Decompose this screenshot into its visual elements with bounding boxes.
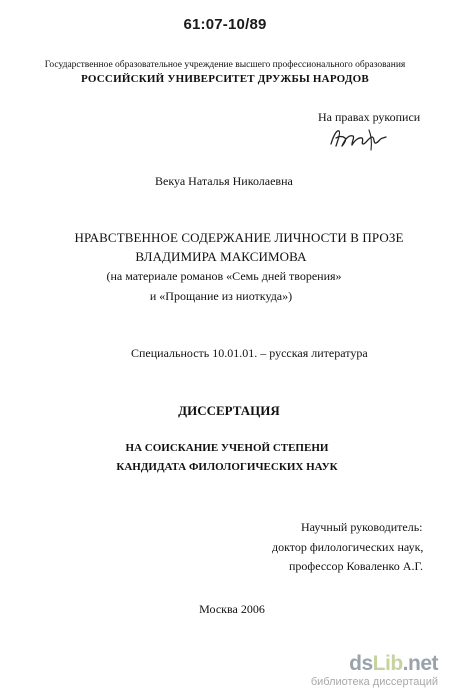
degree-line-1: НА СОИСКАНИЕ УЧЕНОЙ СТЕПЕНИ: [125, 442, 329, 454]
supervisor-label: Научный руководитель:: [301, 520, 423, 534]
author-signature-image: [328, 124, 390, 152]
place-and-year: Москва 2006: [199, 602, 265, 616]
thesis-title-line-2: ВЛАДИМИРА МАКСИМОВА: [135, 249, 307, 264]
thesis-title-line-4: и «Прощание из ниоткуда»): [149, 289, 293, 303]
dslib-logo: [311, 653, 438, 674]
supervisor-name: профессор Коваленко А.Г.: [289, 559, 424, 573]
logo-ds: ds: [349, 652, 373, 675]
dslib-tagline: библиотека диссертаций: [310, 676, 438, 688]
institution-line-1: Государственное образовательное учреждение высшего профессионального образования: [44, 60, 406, 70]
author-name: Векуа Наталья Николаевна: [155, 174, 293, 188]
thesis-title-line-3: (на материале романов «Семь дней творения»: [106, 269, 342, 283]
dslib-watermark: [311, 653, 438, 688]
logo-net: .net: [402, 652, 438, 675]
supervisor-degree: доктор филологических наук,: [272, 540, 424, 554]
specialty-line: Специальность 10.01.01. – русская литература: [131, 346, 368, 360]
catalog-stamp: 61:07-10/89: [183, 16, 267, 33]
logo-lib: Lib: [372, 652, 403, 675]
degree-line-2: КАНДИДАТА ФИЛОЛОГИЧЕСКИХ НАУК: [116, 461, 338, 473]
thesis-title-line-1: НРАВСТВЕННОЕ СОДЕРЖАНИЕ ЛИЧНОСТИ В ПРОЗЕ: [74, 230, 404, 245]
institution-line-2: РОССИЙСКИЙ УНИВЕРСИТЕТ ДРУЖБЫ НАРОДОВ: [81, 73, 369, 85]
rights-note: На правах рукописи: [318, 110, 421, 124]
document-type-heading: ДИССЕРТАЦИЯ: [178, 403, 280, 418]
